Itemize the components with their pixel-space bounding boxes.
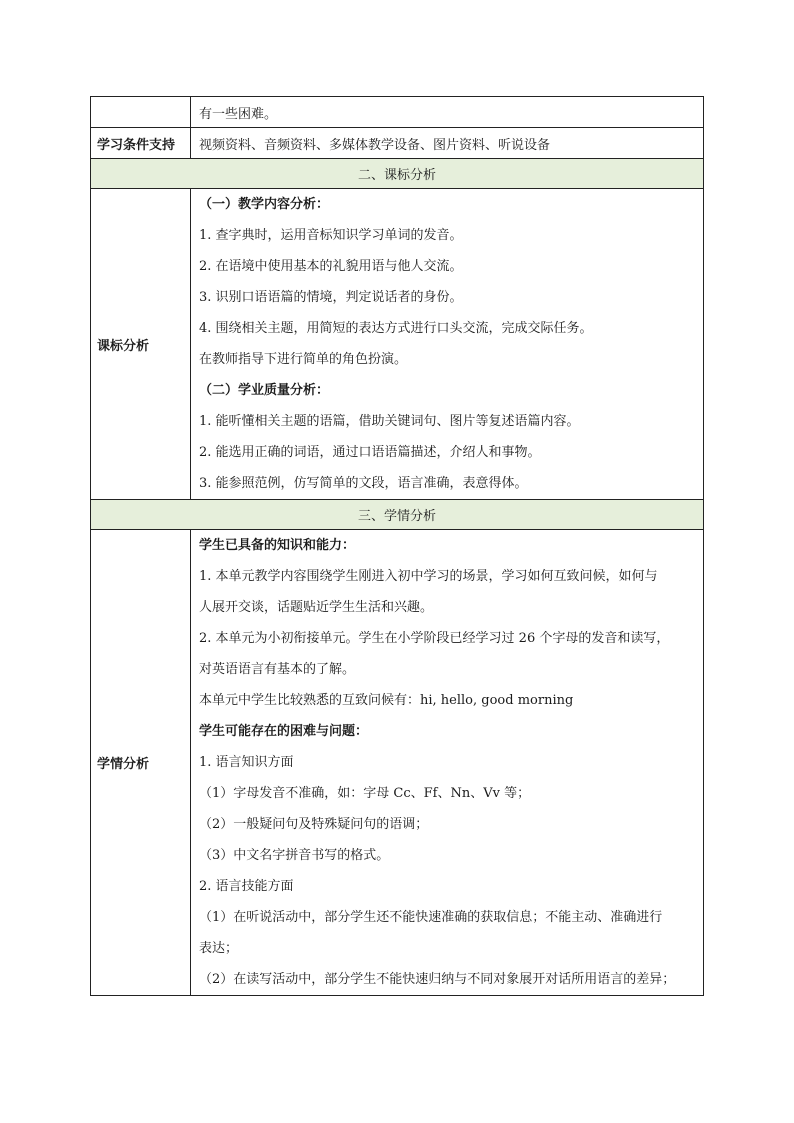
learner-line: （1）字母发音不准确，如：字母 Cc、Ff、Nn、Vv 等； <box>199 786 531 801</box>
curriculum-line: 3. 能参照范例，仿写简单的文段，语言准确，表意得体。 <box>199 476 528 491</box>
curriculum-line: 2. 能选用正确的词语，通过口语语篇描述，介绍人和事物。 <box>199 445 541 460</box>
curriculum-subheading: （二）学业质量分析： <box>199 383 330 398</box>
learner-line: 人展开交谈，话题贴近学生生活和兴趣。 <box>199 600 434 615</box>
learner-line: （1）在听说活动中，部分学生还不能快速准确的获取信息；不能主动、准确进行 <box>199 910 663 925</box>
curriculum-line: 在教师指导下进行简单的角色扮演。 <box>199 352 408 367</box>
curriculum-line: 2. 在语境中使用基本的礼貌用语与他人交流。 <box>199 259 463 274</box>
learner-line: （2）一般疑问句及特殊疑问句的语调； <box>199 817 429 832</box>
learner-line: 2. 本单元为小初衔接单元。学生在小学阶段已经学习过 26 个字母的发音和读写， <box>199 631 670 646</box>
lesson-plan-table <box>90 96 704 996</box>
learner-line: 表达； <box>199 941 239 956</box>
learner-line: （3）中文名字拼音书写的格式。 <box>199 848 390 863</box>
table-row-curriculum <box>91 189 704 500</box>
learner-line: （2）在读写活动中，部分学生不能快速归纳与不同对象展开对话所用语言的差异； <box>199 972 676 987</box>
section-row-learner <box>91 500 704 530</box>
learner-subheading: 学生已具备的知识和能力： <box>199 538 356 553</box>
curriculum-line: 1. 能听懂相关主题的语篇，借助关键词句、图片等复述语篇内容。 <box>199 414 580 429</box>
section-title-curriculum: 二、课标分析 <box>91 159 704 189</box>
learner-line: 对英语语言有基本的了解。 <box>199 662 356 677</box>
curriculum-line: 1. 查字典时，运用音标知识学习单词的发音。 <box>199 228 463 243</box>
conditions-value: 视频资料、音频资料、多媒体教学设备、图片资料、听说设备 <box>191 128 704 159</box>
table-row-learner <box>91 530 704 996</box>
section-title-learner: 三、学情分析 <box>91 500 704 530</box>
curriculum-label: 课标分析 <box>91 189 191 500</box>
learner-line: 1. 本单元教学内容围绕学生刚进入初中学习的场景，学习如何互致问候，如何与 <box>199 569 658 584</box>
learner-content <box>191 530 704 996</box>
conditions-label: 学习条件支持 <box>91 128 191 159</box>
section-row-curriculum <box>91 159 704 189</box>
curriculum-content <box>191 189 704 500</box>
learner-line: 2. 语言技能方面 <box>199 879 294 894</box>
learner-line: 1. 语言知识方面 <box>199 755 294 770</box>
difficulty-tail-text: 有一些困难。 <box>191 97 704 128</box>
empty-label-cell <box>91 97 191 128</box>
table-row-conditions <box>91 128 704 159</box>
learner-subheading: 学生可能存在的困难与问题： <box>199 724 369 739</box>
learner-line: 本单元中学生比较熟悉的互致问候有：hi, hello, good morning <box>199 693 574 708</box>
curriculum-line: 3. 识别口语语篇的情境，判定说话者的身份。 <box>199 290 463 305</box>
table-row-difficulty-tail <box>91 97 704 128</box>
curriculum-subheading: （一）教学内容分析： <box>199 197 330 212</box>
learner-label: 学情分析 <box>91 530 191 996</box>
curriculum-line: 4. 围绕相关主题，用简短的表达方式进行口头交流，完成交际任务。 <box>199 321 593 336</box>
